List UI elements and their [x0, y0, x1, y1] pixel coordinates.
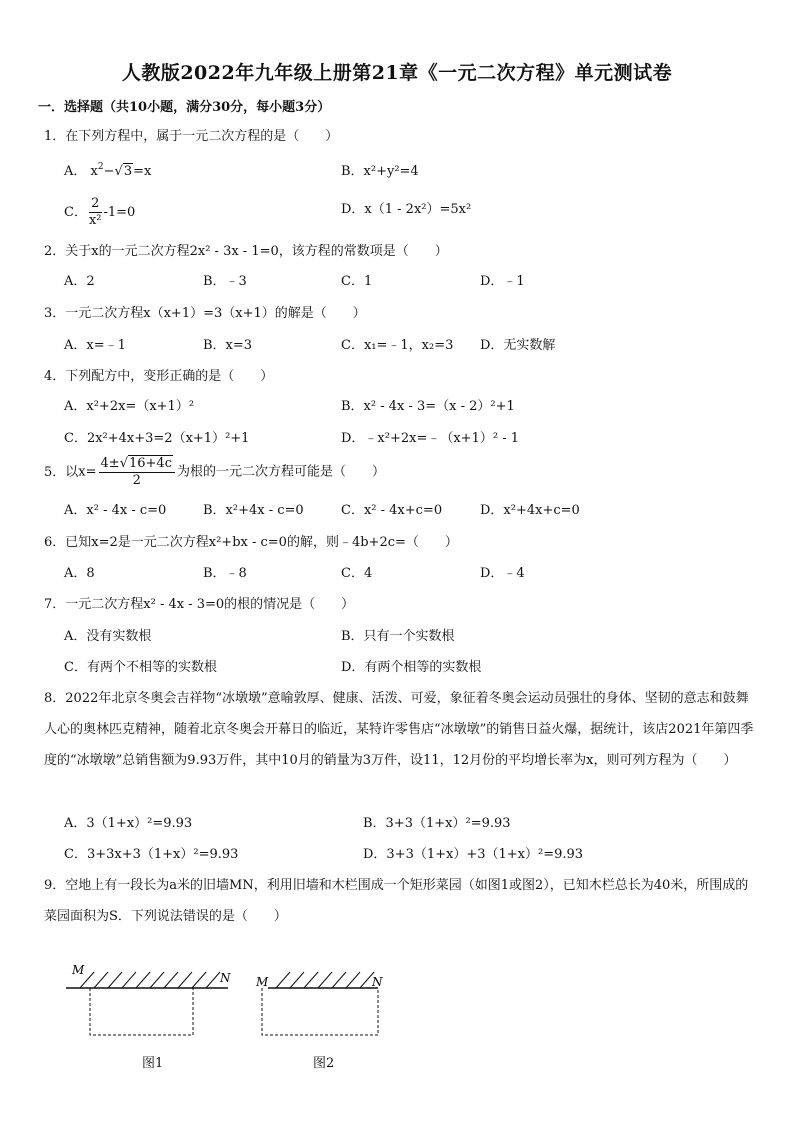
- question-8-stem: 8．2022年北京冬奥会吉祥物“冰墩墩”意喻敦厚、健康、活泼、可爱，象征着冬奥会运动员强壮的身体、坚韧的意志和鼓舞人心的奥林匹克精神，随着北京冬奥会开幕日的临近，某特许零售店“冰墩墩”的销售日益火爆，据统计，该店2021年第四季度的“冰墩墩”总销售额为9.93万件，其中10月的销量为3万件，设11，12月份的平均增长率为x，则可列方程为（ ）: [44, 691, 754, 768]
- question-4-stem: 4．下列配方中，变形正确的是（ ）: [44, 369, 274, 384]
- fraction-numerator: [99, 456, 175, 473]
- math-x: x: [90, 164, 98, 179]
- question-3-option-a: A．x=﹣1: [64, 338, 126, 353]
- question-5-option-c: C．x² - 4x+c=0: [341, 503, 443, 518]
- wall-hatching: [276, 972, 374, 988]
- stem-prefix: 5．以: [44, 465, 79, 480]
- fraction: [89, 196, 102, 229]
- question-8-option-c: C．3+3x+3（1+x）²=9.93: [64, 847, 239, 862]
- question-8-option-b: B．3+3（1+x）²=9.93: [363, 816, 511, 831]
- question-6-stem: 6．已知x=2是一元二次方程x²+bx - c=0的解，则﹣4b+2c=（ ）: [44, 535, 458, 550]
- question-2-option-b: B．﹣3: [203, 274, 247, 289]
- minus-sign: −: [103, 164, 115, 179]
- question-7-option-a: A．没有实数根: [64, 629, 152, 644]
- equals-x: =x: [133, 164, 152, 179]
- question-9-stem: 9．空地上有一段长为a米的旧墙MN，利用旧墙和木栏围成一个矩形菜园（如图1或图2），已知木栏总长为40米，所围成的菜园面积为S．下列说法错误的是（ ）: [44, 878, 749, 924]
- section-heading: 一．选择题（共10小题，满分30分，每小题3分）: [38, 100, 331, 115]
- question-4-option-b: B．x² - 4x - 3=（x - 2）²+1: [341, 399, 515, 414]
- x-equals: x=: [78, 464, 97, 480]
- question-2-stem: 2．关于x的一元二次方程2x² - 3x - 1=0，该方程的常数项是（ ）: [44, 244, 448, 259]
- question-1-option-d: D．x（1 - 2x²）=5x²: [341, 202, 472, 217]
- option-label: A．: [64, 164, 87, 179]
- question-5-option-b: B．x²+4x - c=0: [203, 503, 304, 518]
- question-1-option-b: B．x²+y²=4: [341, 164, 419, 179]
- question-1-stem: 1．在下列方程中，属于一元二次方程的是（ ）: [44, 129, 339, 144]
- question-1-option-a: [64, 163, 151, 181]
- question-6-option-c: C．4: [341, 566, 373, 581]
- question-3-stem: 3．一元二次方程x（x+1）=3（x+1）的解是（ ）: [44, 306, 366, 321]
- question-7-option-d: D．有两个相等的实数根: [341, 660, 482, 675]
- exponent: 2: [97, 162, 104, 172]
- point-m-label: M: [72, 963, 85, 977]
- question-5-stem: [44, 456, 385, 489]
- question-3-option-c: C．x₁=﹣1，x₂=3: [341, 338, 454, 353]
- question-7-option-b: B．只有一个实数根: [341, 629, 455, 644]
- question-6-option-b: B．﹣8: [203, 566, 247, 581]
- stem-suffix: 为根的一元二次方程可能是（ ）: [176, 464, 385, 480]
- fence-dashed-rect: [90, 988, 193, 1035]
- fraction-denominator: 2: [132, 473, 141, 488]
- point-n-label: N: [220, 971, 231, 985]
- figure-2-diagram: [250, 958, 390, 1042]
- question-7-option-c: C．有两个不相等的实数根: [64, 660, 217, 675]
- question-1-option-c: [64, 196, 135, 229]
- figure-1-caption: 图1: [142, 1056, 164, 1071]
- fence-dashed-rect: [262, 988, 378, 1035]
- question-3-option-b: B．x=3: [203, 338, 253, 353]
- sqrt-symbol: √: [114, 164, 123, 179]
- radicand: 3: [123, 164, 133, 179]
- question-7-stem: 7．一元二次方程x² - 4x - 3=0的根的情况是（ ）: [44, 597, 355, 612]
- question-2-option-a: A．2: [64, 274, 95, 289]
- expression-rest: -1=0: [103, 205, 136, 220]
- question-3-option-d: D．无实数解: [480, 338, 556, 353]
- radicand: 16+4c: [128, 456, 172, 471]
- question-5-option-a: A．x² - 4x - c=0: [64, 503, 167, 518]
- point-m-label: M: [256, 975, 269, 989]
- root-fraction: [99, 456, 175, 489]
- question-4-option-c: C．2x²+4x+3=2（x+1）²+1: [64, 431, 250, 446]
- question-6-option-a: A．8: [64, 566, 95, 581]
- fraction-denominator: x²: [88, 213, 102, 228]
- numerator-lead: 4±: [100, 456, 120, 471]
- question-2-option-d: D．﹣1: [480, 274, 525, 289]
- option-label: C．: [64, 205, 87, 220]
- question-4-option-a: A．x²+2x=（x+1）²: [64, 399, 195, 414]
- question-8-option-d: D．3+3（1+x）+3（1+x）²=9.93: [363, 847, 584, 862]
- question-4-option-d: D．﹣x²+2x=﹣（x+1）² - 1: [341, 431, 519, 446]
- point-n-label: N: [372, 975, 383, 989]
- wall-hatching: [80, 972, 220, 988]
- fraction-numerator: 2: [89, 196, 102, 213]
- question-8-option-a: A．3（1+x）²=9.93: [64, 816, 193, 831]
- figure-1-diagram: [60, 958, 250, 1042]
- question-2-option-c: C．1: [341, 274, 373, 289]
- question-6-option-d: D．﹣4: [480, 566, 525, 581]
- figure-2-caption: 图2: [313, 1056, 335, 1071]
- question-5-option-d: D．x²+4x+c=0: [480, 503, 580, 518]
- sqrt-symbol: √: [119, 456, 128, 471]
- page-title: 人教版2022年九年级上册第21章《一元二次方程》单元测试卷: [121, 62, 673, 84]
